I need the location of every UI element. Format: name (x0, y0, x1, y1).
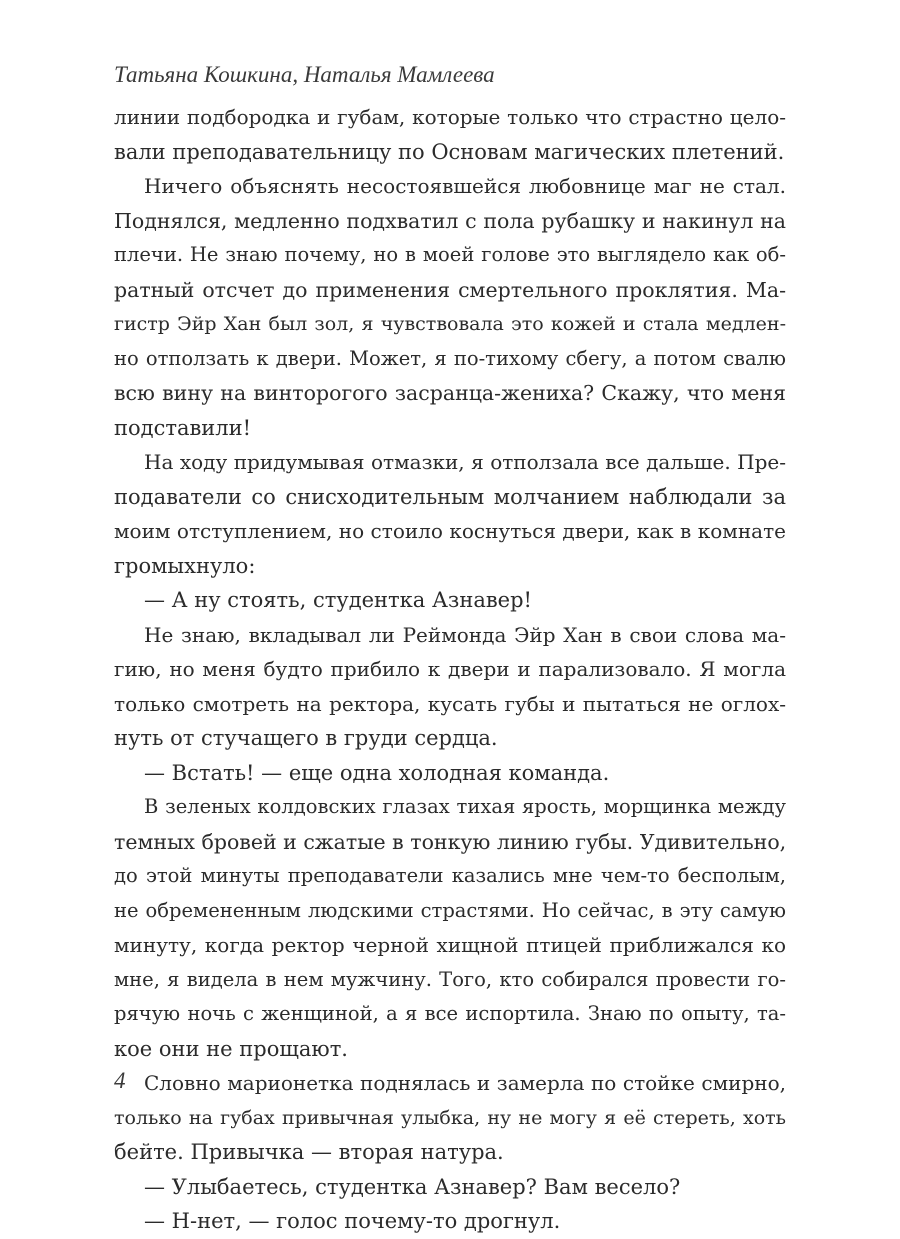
text-line: но отползать к двери. Может, я по-тихому сбегу, а потом свалю (114, 346, 786, 370)
text-line: подставили! (114, 415, 252, 440)
text-line: — Встать! — еще одна холодная команда. (144, 760, 610, 785)
text-line: нуть от стучащего в груди сердца. (114, 726, 498, 750)
text-body (114, 100, 786, 1239)
text-line: мне, я видела в нем мужчину. Того, кто собирался провести го- (114, 967, 786, 991)
text-line: Не знаю, вкладывал ли Реймонда Эйр Хан в свои слова ма- (144, 622, 786, 647)
text-line: гию, но меня будто прибило к двери и парализовало. Я могла (114, 657, 786, 681)
text-line: линии подбородка и губам, которые только что страстно цело- (114, 105, 786, 129)
text-line: Поднялся, медленно подхватил с пола рубашку и накинул на (114, 208, 786, 233)
running-head-authors: Татьяна Кошкина, Наталья Мамлеева (114, 62, 495, 87)
text-line: минуту, когда ректор черной хищной птицей приближался ко (114, 933, 786, 957)
text-line: На ходу придумывая отмазки, я отползала все дальше. Пре- (144, 450, 786, 474)
text-line: Ничего объяснять несостоявшейся любовнице маг не стал. (144, 174, 786, 198)
text-line: бейте. Привычка — вторая натура. (114, 1140, 504, 1164)
text-line: кое они не прощают. (114, 1036, 348, 1061)
text-line: не обремененным людскими страстями. Но сейчас, в эту самую (114, 898, 786, 922)
text-line: гистр Эйр Хан был зол, я чувствовала это кожей и стала медлен- (114, 313, 786, 335)
text-line: всю вину на винторогого засранца-жениха? Скажу, что меня (114, 381, 786, 405)
text-line: рячую ночь с женщиной, а я все испортила. Знаю по опыту, та- (114, 1002, 786, 1025)
text-line: — Улыбаетесь, студентка Азнавер? Вам весело? (144, 1174, 681, 1199)
text-line: подаватели со снисходительным молчанием наблюдали за (114, 484, 786, 509)
text-line: — А ну стоять, студентка Азнавер! (144, 588, 532, 612)
text-line: плечи. Не знаю почему, но в моей голове это выглядело как об- (114, 243, 786, 266)
text-line: темных бровей и сжатые в тонкую линию губы. Удивительно, (114, 829, 786, 854)
page-number: 4 (114, 1068, 126, 1093)
text-line: до этой минуты преподаватели казались мне чем-то бесполым, (114, 864, 786, 887)
text-line: моим отступлением, но стоило коснуться двери, как в комнате (114, 519, 786, 543)
text-line: ратный отсчет до применения смертельного проклятия. Ма- (114, 277, 786, 302)
text-line: В зеленых колдовских глазах тихая ярость, морщинка между (144, 795, 786, 818)
text-line: только на губах привычная улыбка, ну не могу я её стереть, хоть (114, 1106, 786, 1129)
text-line: громыхнуло: (114, 553, 256, 578)
text-line: только смотреть на ректора, кусать губы и пытаться не оглох- (114, 691, 786, 716)
text-line: Словно марионетка поднялась и замерла по стойке смирно, (144, 1071, 786, 1095)
text-line: вали преподавательницу по Основам магических плетений. (114, 139, 785, 164)
text-line: — Н-нет, — голос почему-то дрогнул. (144, 1209, 561, 1233)
